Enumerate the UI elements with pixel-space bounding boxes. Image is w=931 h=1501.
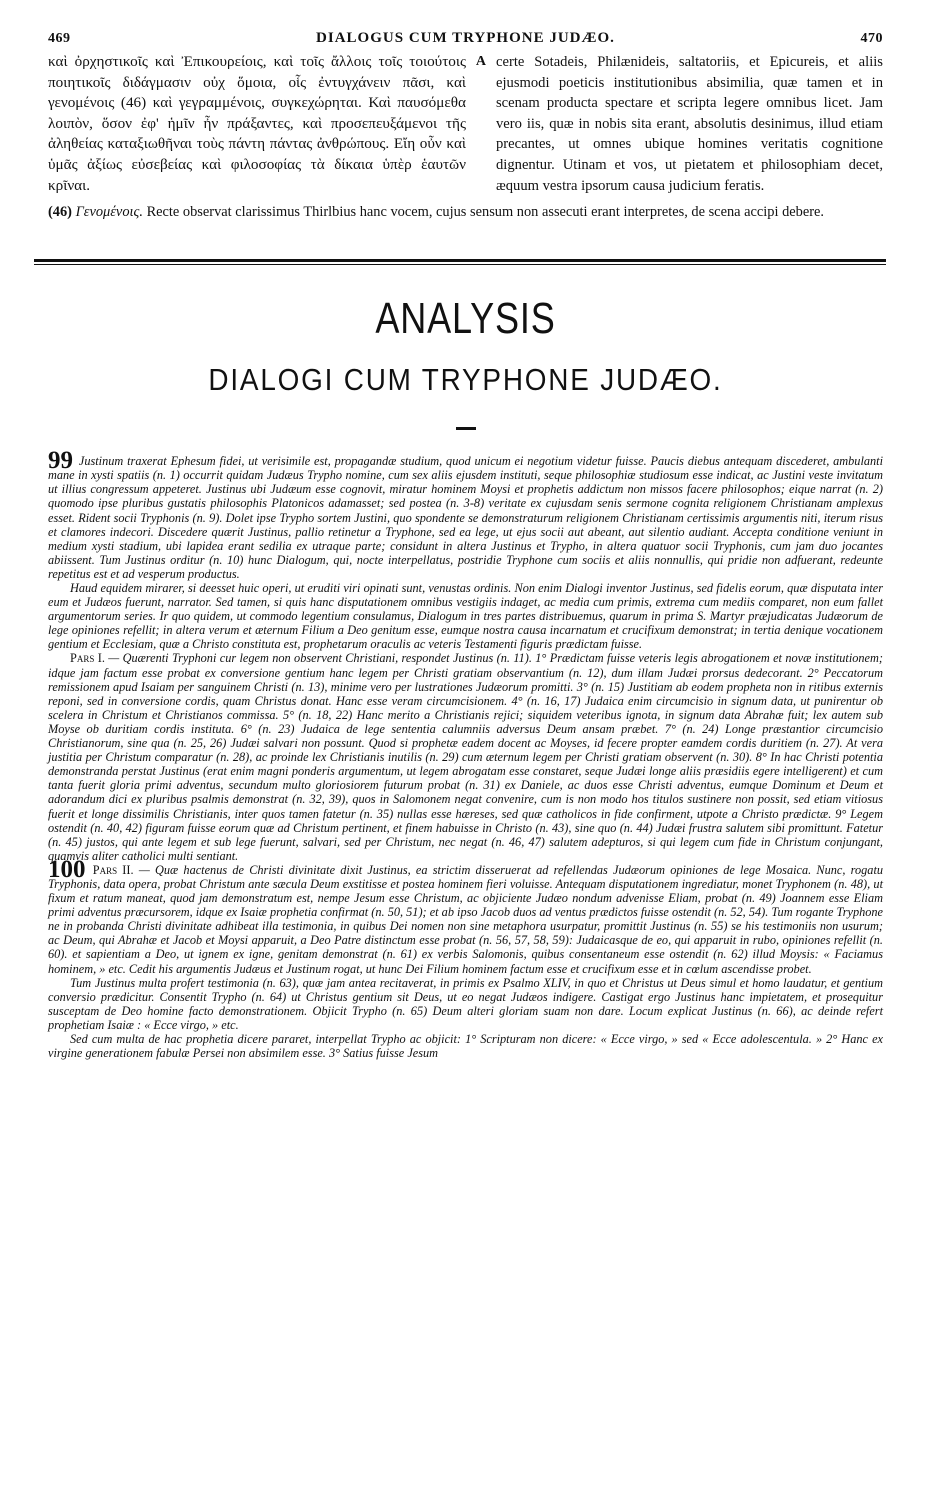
page-title: ANALYSIS: [375, 294, 556, 344]
analysis-body: [48, 447, 884, 1061]
section-number: 99: [48, 447, 73, 475]
running-head: [48, 30, 883, 50]
footnote-number: (46): [48, 204, 72, 221]
part-label: Pars I.: [70, 651, 105, 666]
paragraph-text: — Quærenti Tryphoni cur legem non observent Christiani, respondet Justinus (n. 11). 1° Prædictam fuisse veteris legis abrogationem et novæ institutionem; idque jam factum esse probat ex conversione gentium hanc legem per Christi gratiam observantium (n. 12), dum illam Judæi prorsus dedecorant. 2° Peccatorum remissionem apud Isaiam per sanguinem Christi (n. 13), minime vero per lustrationes Judæorum promitti. 3° (n. 15) Justitiam ab eodem propheta non in ritibus externis reponi, sed in conversione cordis, quam Christus donat. Hanc esse veram circumcisionem. 4° (n. 16, 17) Judaica enim circumcisio in signum data, ut punirentur ob scelera in Christum et Christianos commissa. 5° (n. 18, 22) Hanc merito a Christianis rejici; siquidem veteribus ignota, in signum data Abrahæ fuit; lex autem sub Moyse ob duritiam cordis instituta. 6° (n. 23) Judaica de lege sententia calumniis adversus Deum ansam præbet. 7° (n. 24) Longe præstantior circumcisio Christianorum, sine qua (n. 25, 26) Judæi salvari non possunt. Quod si prophetæ eadem docent ac Moyses, id fecere propter eamdem cordis duritiem (n. 27). At vera justitia per Christum comparatur (n. 28), ac proinde lex Christianis inutilis (n. 29) cum æternum legem per Christi gratiam observent (n. 30). 8° In hac Christi potentia demonstranda perstat Justinus (erat enim magni ponderis argumentum, ut legem abrogatam esse constaret, seque Judæi longe aliis præsidiis egere intelligerent) et cum tanta fuerit gloria primi adventus, secundum multo gloriosiorem futurum probat (n. 31) ex Daniele, ac duos esse Christi adventus, eumque Dominum et Deum et adorandum dici ex pluribus psalmis demonstrat (n. 32, 39), quos in Salomonem negat convenire, cum is non modo hos titulos sustinere non possit, sed etiam vitiosus fuerit et longe dissimilis Christianis, inter quos tamen fatetur (n. 35) nullas esse hæreses, sed quæ catholicos in fide confirment, utpote a Christo prædictæ. 9° Legem ostendit (n. 40, 42) figuram fuisse eorum quæ ad Christum pertinent, et finem habuisse in Christo (n. 43), sine quo (n. 44) Judæi frustra salutem sibi promittunt. Fatetur (n. 45) justos, qui ante legem et sub lege fuerunt, salvari, sed per Christum, nec negat (n. 46, 47) salutem adepturos, si qui legem cum fide in Christum conjungant, quamvis aliter catholici multi sentiant.: [48, 651, 883, 863]
section-number: 100: [48, 855, 86, 883]
paragraph: [48, 976, 883, 1032]
paragraph-text: Sed cum multa de hac prophetia dicere pararet, interpellat Trypho ac objicit: 1° Scripturam non dicere: « Ecce virgo, » sed « Ecce adolescentula. » 2° Hanc ex virgine generationem fabulæ Persei non absimilem esse. 3° Satius fuisse Jesum: [48, 1032, 883, 1061]
paragraph: [48, 447, 883, 581]
paragraph-text: Justinum traxerat Ephesum fidei, ut verisimile est, propagandæ studium, quod unicum ei negotium videtur fuisse. Paucis diebus antequam discederet, ambulanti mane in xysti spatiis (n. 1) occurrit quidam Judæus Trypho nomine, cum sex aliis ejusdem instituti, seque philosophiæ studiosum esse indicat, ac Justini veste invitatum ut illius congressum appeteret. Justinus ubi Judæum esse cognovit, miratur hominem Moysi et prophetis addictum non missos facere philosophos; eique narrat (n. 2) quomodo ipse pluribus gustatis philosophis Platonicos adamasset; sed postea (n. 3-8) veritate ex cujusdam senis sermone cognita religionem Christianam amplexus esset. Rident socii Tryphonis (n. 9). Dolet ipse Trypho sortem Justini, quo spondente se demonstraturum religionem Christianam certissimis argumentis niti, iterum risus et clamores indecori. Discedere quærit Justinus, pallio retinetur a Tryphone, sed ea lege, ut ejus socii aut abeant, aut silentio audiant. Accepta conditione veniunt in medium xysti stadium, ubi lapidea erant sedilia ex utraque parte; considunt in altera Justinus et Trypho, in altera quatuor socii Tryphonis, cum jam duo jocantes abiissent. Tum Justinus orditur (n. 10) hunc Dialogum, qui, nocte interpellatus, postridie Tryphone cum sociis et aliis nonnullis, qui pridie non adfuerant, redeunte repetitus est et ad vesperum productus.: [48, 454, 883, 581]
footnote-lemma: Γενομένοις.: [75, 204, 143, 221]
section-rule-thick: [34, 259, 886, 262]
footnote: [48, 204, 883, 221]
greek-column: [48, 52, 488, 196]
title-dash: [456, 427, 476, 430]
paragraph: [48, 855, 884, 976]
paragraph: [48, 651, 883, 862]
parallel-text: [48, 52, 883, 196]
column-marker: A: [475, 54, 486, 69]
paragraph: [48, 581, 883, 651]
right-page-number: 470: [860, 31, 883, 46]
footnote-text: Recte observat clarissimus Thirlbius hanc vocem, cujus sensum non assecuti erant interpretes, de scena accipi debere.: [146, 204, 825, 221]
page-subtitle: DIALOGI CUM TRYPHONE JUDÆO.: [208, 362, 723, 398]
greek-text: καὶ ὀρχηστικοῖς καὶ Ἐπικουρείοις, καὶ τοῖς ἄλλοις τοῖς τοιούτοις ποιητικοῖς διδάγμασιν οὐχ ὅμοια, οἷς ἐντυγχάνειν πᾶσι, καὶ γενομένοις (46) καὶ γεγραμμένοις, συγκεχώρηται. Καὶ παυσόμεθα λοιπὸν, ὅσον ἐφ' ἡμῖν ἦν πράξαντες, καὶ προσεπευξάμενοι τῆς ἀληθείας καταξιωθῆναι τοὺς πάντη πάντας ἀνθρώπους. Εἴη οὖν καὶ ὑμᾶς ἀξίως εὐσεβείας καὶ φιλοσοφίας τὰ δίκαια ὑπὲρ ἑαυτῶν κρῖναι.: [48, 53, 466, 194]
paragraph-text: Haud equidem mirarer, si deesset huic operi, ut eruditi viri opinati sunt, venustas ordinis. Non enim Dialogi inventor Justinus, sed fidelis eorum, quæ disputata inter eum et Judæos fuerunt, narrator. Sed tamen, si quis hanc disputationem omnibus vestigiis indaget, ac media cum primis, extrema cum mediis comparet, non eum fallet argumentorum series. Ir quo quidem, ut commodo legentium consulamus, Dialogum in tres partes distribuemus, quarum in prima S. Martyr præjudicatas Judæorum de lege opiniones refellit; in altera verum et æternum Filium a Deo genitum esse, eumque nostra causa incarnatum et crucifixum demonstrat; in tertia denique vocationem gentium et Ecclesiam, quæ a Christo constituta est, prophetarum oraculis ac veteris Testamenti figuris prædictam fuisse.: [48, 581, 883, 652]
part-label: Pars II.: [92, 862, 134, 877]
running-title: DIALOGUS CUM TRYPHONE JUDÆO.: [316, 30, 615, 46]
paragraph-text: — Quæ hactenus de Christi divinitate dixit Justinus, ea strictim disseruerat ad refellendas Judæorum opiniones de lege Mosaica. Nunc, rogatu Tryphonis, data opera, probat Christum ante sæcula Deum exstitisse et postea hominem fieri voluisse. Antequam disputationem ingrediatur, monet Tryphonem (n. 48), ut fixum et ratum maneat, quod jam demonstratum est, nempe Jesum esse Christum, ac objiciente Judæo nondum advenisse Eliam, probat (n. 49) Joannem esse Eliam primi adventus præcursorem, idque ex Isaiæ prophetia confirmat (n. 50, 51); et ab ipso Jacob duos ad ventus prædictos fuisse ostendit (n. 52, 54). Tum rogante Tryphone ne in probanda Christi divinitate adhibeat illa testimonia, in quibus Dei nomen non sine metaphora usurpatur, promittit Justinus (n. 55) se his testimoniis non usurum; ac Deum, qui Abrahæ et Jacob et Moysi apparuit, a Deo Patre distinctum esse probat (n. 56, 57, 58, 59): Judaicasque de eo, qui apparuit in rubo, opiniones refellit (n. 60). et sapientiam a Deo, ut ignem ex igne, genitam demonstrat (n. 61) ex verbis Salomonis, quibus consentaneum esse ostendit (n. 62) illud Moysis: « Faciamus hominem, » etc. Cedit his argumentis Judæus et Justinum rogat, ut hunc Dei Filium hominem factum esse et crucifixum esse et in cœlum ascendisse probet.: [48, 862, 884, 976]
left-page-number: 469: [48, 31, 71, 46]
paragraph: [48, 1032, 883, 1060]
latin-text: certe Sotadeis, Philænideis, saltatoriis, et Epicureis, et aliis ejusmodi poeticis institutionibus absimilia, quæ tamen et in scenam producta spectare et scripta legere omnibus licet. Jam vero iis, quæ in nobis sita erant, absolutis desinimus, illud etiam precantes, ut omnes ubique homines veritatis cognitione dignentur. Utinam et vos, ut pietatem et philosophiam decet, æquum vestra ipsorum causa judicium feratis.: [496, 54, 883, 194]
section-rule-thin: [34, 264, 886, 265]
paragraph-text: Tum Justinus multa profert testimonia (n. 63), quæ jam antea recitaverat, in primis ex Psalmo XLIV, in quo et Christus ut Deus simul et homo laudatur, et gentium conversio prædicitur. Consentit Trypho (n. 64) ut Christus gentium sit Deus, ut eo negat Judæos indigere. Castigat ergo Justinus hanc impietatem, et prosequitur susceptam de Deo homine facto demonstrationem. Objicit Trypho (n. 65) Deum alteri gloriam suam non dare. Locum explicat Justinus (n. 66), ac deinde refert prophetiam Isaiæ : « Ecce virgo, » etc.: [48, 975, 883, 1032]
latin-column: [488, 52, 883, 196]
